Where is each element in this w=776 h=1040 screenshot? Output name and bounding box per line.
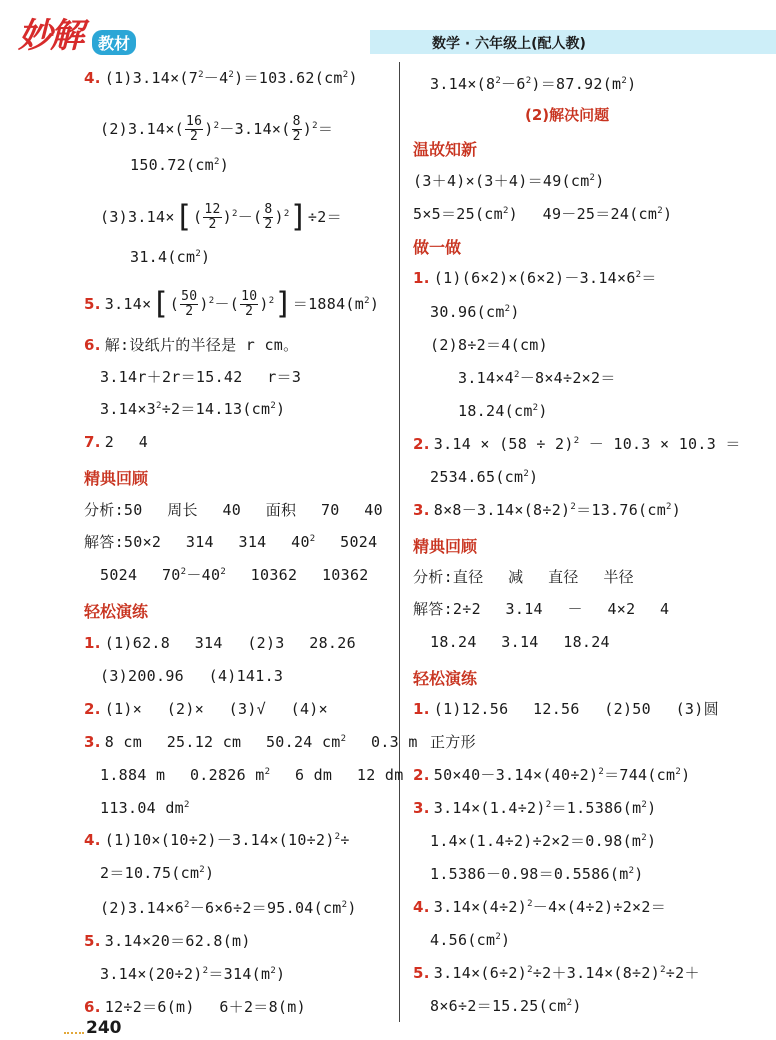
right-q2: 2. $50\times 40-3.14\times(40\div 2)^2=744(cm^2)$: [413, 766, 691, 784]
right-q4-b: $4.56(cm^2)$: [430, 931, 511, 949]
page-number-ornament: [64, 1024, 84, 1034]
left-p2: 2. (1)× (2)× (3)√ (4)×: [84, 700, 328, 718]
section-jingdian-left: 精典回顾: [84, 469, 149, 488]
book-title: 数学 · 六年级上(配人教): [432, 36, 586, 52]
section-qingsong-left: 轻松演练: [84, 602, 149, 621]
right-w2: $5\times 5=25(cm^2)$ $49-25=24(cm^2)$: [413, 205, 673, 223]
right-jieda-2: 18.24 3.14 18.24: [430, 633, 610, 651]
left-p4-a: 4. $(1)10\times(10\div 2)-3.14\times(10\div 2)^2\div$: [84, 831, 350, 849]
right-q3-c: $1.5386-0.98=0.5586(m^2)$: [430, 865, 644, 883]
left-q6-c: $3.14\times 3^2\div 2=14.13(cm^2)$: [100, 400, 286, 418]
left-p6: 6. 12÷2＝6(m) 6＋2＝8(m): [84, 998, 306, 1016]
right-z2-a: 2. $3.14 \times (58 \div 2)^2 - 10.3 \times 10.3$ ＝: [413, 435, 741, 453]
section-jingdian-right: 精典回顾: [413, 537, 478, 556]
page-number: 240: [86, 1018, 122, 1038]
right-z1-c: (2)8÷2＝4(cm): [430, 336, 548, 354]
right-jieda-1: 解答:2÷2 3.14 － 4×2 4: [413, 600, 670, 618]
left-p5-b: $3.14\times(20\div 2)^2=314(m^2)$: [100, 965, 286, 983]
right-line-0: $3.14\times(8^2-6^2)=87.92(m^2)$: [430, 75, 637, 93]
right-z2-b: $2534.65(cm^2)$: [430, 468, 539, 486]
right-q3-a: 3. $3.14\times(1.4\div 2)^2=1.5386(m^2)$: [413, 799, 657, 817]
right-z1-a: 1. $(1)(6\times 2)\times(6\times 2)-3.14\times 6^2=$: [413, 269, 657, 287]
right-z3: 3. $8\times 8-3.14\times(8\div 2)^2=13.76(cm^2)$: [413, 501, 682, 519]
left-q7: 7. 2 4: [84, 433, 149, 451]
right-z1-e: $18.24(cm^2)$: [458, 402, 548, 420]
right-q5-a: 5. $3.14\times(6\div 2)^2\div 2+3.14\times(8\div 2)^2\div 2+$: [413, 964, 700, 982]
right-q4-a: 4. $3.14\times(4\div 2)^2-4\times(4\div 2)\div 2\times 2=$: [413, 898, 667, 916]
left-p4-c: $(2)3.14\times 6^2-6\times 6\div 2=95.04(cm^2)$: [100, 899, 357, 917]
left-p4-b: $2=10.75(cm^2)$: [100, 864, 215, 882]
right-z1-d: $3.14\times 4^2-8\times 4\div 2\times 2=$: [458, 369, 616, 387]
logo-subtitle: 教材: [92, 30, 136, 55]
left-q4-2: (2)3.14×( $\frac{16}{2}$ )$^2$－3.14×( $\frac{8}{2}$ )$^2$＝: [100, 114, 334, 144]
left-q4-1: 4. $(1)3.14\times(7^2-4^2)=103.62(cm^2)$: [84, 69, 358, 87]
right-fenxi: 分析:直径 减 直径 半径: [413, 568, 634, 586]
left-q6-b: 3.14r＋2r＝15.42 r＝3: [100, 368, 302, 386]
left-q5: 5. 3.14×[( $\frac{50}{2}$ )$^2$－( $\frac{10}{2}$ )$^2]=1884(m^2)$: [84, 286, 380, 322]
left-q4-2-result: $150.72(cm^2)$: [130, 156, 230, 174]
left-q4-3: (3)3.14×[( $\frac{12}{2}$ )$^2$－( $\frac{8}{2}$ )$^2$]÷2＝: [100, 199, 342, 235]
left-fenxi: 分析:50 周长 40 面积 70 40: [84, 501, 383, 519]
section-zuoyizuo: 做一做: [413, 238, 462, 257]
section-qingsong-right: 轻松演练: [413, 669, 478, 688]
right-q3-b: $1.4\times(1.4\div 2)\div 2\times 2=0.98(m^2)$: [430, 832, 657, 850]
left-p1-a: 1. (1)62.8 314 (2)3 28.26: [84, 634, 356, 652]
right-q1-a: 1. (1)12.56 12.56 (2)50 (3)圆: [413, 700, 719, 718]
section-jiejue-wenti: (2)解决问题: [525, 106, 610, 124]
left-p3-a: 3. 8 cm 25.12 cm 50.24 $cm^2$ 0.3 m: [84, 733, 418, 751]
right-q1-b: 正方形: [430, 733, 476, 751]
logo: 妙解: [18, 16, 82, 56]
left-q6-a: 6. 解:设纸片的半径是 r cm。: [84, 336, 299, 354]
left-jieda-1: 解答:50×2 314 314 $40^2$ 5024: [84, 533, 378, 551]
right-z1-b: $30.96(cm^2)$: [430, 303, 520, 321]
section-wengu-zhixin: 温故知新: [413, 140, 478, 159]
left-q4-3-result: $31.4(cm^2)$: [130, 248, 211, 266]
left-jieda-2: 5024 $70^2-40^2$ 10362 10362: [100, 566, 369, 584]
left-p5-a: 5. 3.14×20＝62.8(m): [84, 932, 251, 950]
left-p3-b: 1.884 m 0.2826 $m^2$ 6 dm 12 dm: [100, 766, 404, 784]
right-w1: $(3+4)\times(3+4)=49(cm^2)$: [413, 172, 605, 190]
left-p1-b: (3)200.96 (4)141.3: [100, 667, 284, 685]
right-q5-b: $8\times 6\div 2=15.25(cm^2)$: [430, 997, 582, 1015]
left-p3-c: 113.04 $dm^2$: [100, 799, 190, 817]
column-divider: [399, 62, 400, 1022]
